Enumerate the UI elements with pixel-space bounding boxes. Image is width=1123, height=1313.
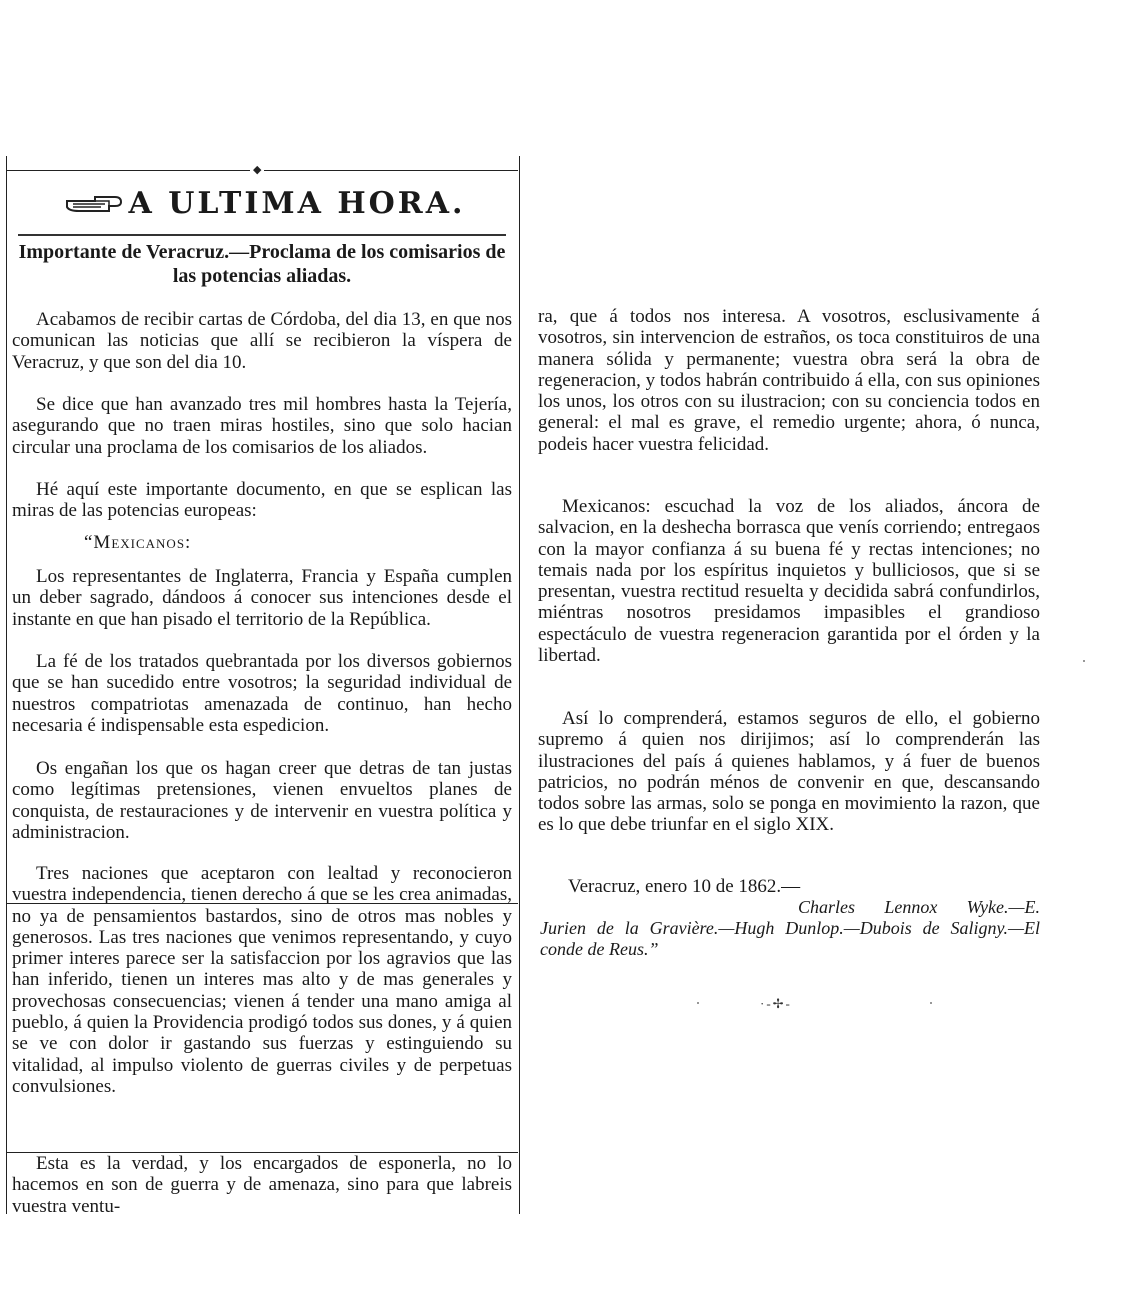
col1-paragraph-5: La fé de los tratados quebrantada por los diversos gobiernos que se han sucedido entre vosotros; la seguridad individual de nuestros compatriotas amenazada de continuo, han hecho necesaria é indispensable esta espedicion. (12, 651, 512, 736)
headline-rule (18, 234, 506, 236)
col2-dateline (568, 876, 1048, 897)
headline (30, 180, 500, 228)
subheadline: Importante de Veracruz.—Proclama de los comisarios de las potencias aliadas. (18, 241, 506, 287)
rule-ornament-icon: ◆ (250, 165, 264, 176)
signatures (540, 897, 1040, 960)
col1-paragraph-6: Os engañan los que os hagan creer que detras de tan justas como legítimas pretensiones, vienen envueltos planes de conquista, de restauraciones y de intervenir en vuestra política y administracion. (12, 758, 512, 843)
signature-names: Charles Lennox Wyke.—E. Jurien de la Gravière.—Hugh Dunlop.—Dubois de Saligny.—El conde de Reus.” (540, 897, 1040, 959)
speck-mark (1083, 660, 1085, 662)
fold-line-2 (6, 1152, 518, 1153)
col1-salutation: “Mexicanos: (84, 532, 192, 553)
headline-title: A ULTIMA HORA. (128, 186, 466, 221)
end-ornament-icon: ·-✢- (760, 996, 792, 1011)
col1-paragraph-8: Esta es la verdad, y los encargados de esponerla, no lo hacemos en son de guerra y de amenaza, sino para que labreis vuestra ventu- (12, 1153, 512, 1217)
pointing-hand-icon (65, 193, 123, 215)
fold-line-1 (6, 903, 518, 904)
speck-mark (930, 1002, 932, 1004)
col2-paragraph-1: ra, que á todos nos interesa. A vosotros, esclusivamente á vosotros, sin intervencion de estraños, os toca constituiros de una manera sólida y permanente; vuestra obra será la obra de regeneracion, y todos habrán contribuido á ella, con sus opiniones los unos, los otros con su ilustracion; con su conciencia todos en general: el mal es grave, el remedio urgente; ahora, ó nunca, podeis hacer vuestra felicidad. (538, 306, 1040, 455)
col2-paragraph-3: Así lo comprenderá, estamos seguros de ello, el gobierno supremo á quien nos dirijimos; así lo comprenderán las ilustraciones del país á quienes hablamos, y á fuer de buenos patricios, no podrán ménos de convenir en que, descansando todos sobre las armas, solo se ponga en movimiento la razon, que es lo que debe triunfar en el siglo XIX. (538, 708, 1040, 836)
col1-paragraph-2: Se dice que han avanzado tres mil hombres hasta la Tejería, asegurando que no traen miras hostiles, sino que solo hacian circular una proclama de los comisarios de los aliados. (12, 394, 512, 458)
col1-paragraph-1: Acabamos de recibir cartas de Córdoba, del dia 13, en que nos comunican las noticias que allí se recibieron la víspera de Veracruz, y que son del dia 10. (12, 309, 512, 373)
col1-paragraph-4: Los representantes de Inglaterra, Francia y España cumplen un deber sagrado, dándoos á conocer sus intenciones desde el instante en que han pisado el territorio de la República. (12, 566, 512, 630)
col2-paragraph-2: Mexicanos: escuchad la voz de los aliados, áncora de salvacion, en la deshecha borrasca que venís corriendo; entregaos con la mayor confianza á su buena fé y rectas intenciones; no temais nada por los espíritus inquietos y bulliciosos, que si se presentan, vuestra rectitud resuelta y decidida sabrá confundirlos, miéntras nosotros presidamos impasibles el grandioso espectáculo de vuestra regeneracion garantida por el órden y la libertad. (538, 496, 1040, 667)
dateline-text: Veracruz, enero 10 de 1862.— (568, 876, 801, 897)
speck-mark (697, 1002, 699, 1004)
col1-paragraph-7: Tres naciones que aceptaron con lealtad y reconocieron vuestra independencia, tienen derecho á que se les crea animadas, no ya de pensamientos bastardos, sino de otros mas nobles y generosos. Las tres naciones que venimos representando, y cuyo primer interes parece ser la satisfaccion por los agravios que las han inferido, tienen un interes mas alto y de mas generales y provechosas consecuencias; vienen á tender una mano amiga al pueblo, á quien la Providencia prodigó todos sus dones, y á quien se ve con dolor ir gastando sus fuerzas y estinguiendo su vitalidad, al impulso violento de guerras civiles y de perpetuas convulsiones. (12, 863, 512, 1097)
col1-paragraph-3: Hé aquí este importante documento, en que se esplican las miras de las potencias europeas: (12, 479, 512, 522)
